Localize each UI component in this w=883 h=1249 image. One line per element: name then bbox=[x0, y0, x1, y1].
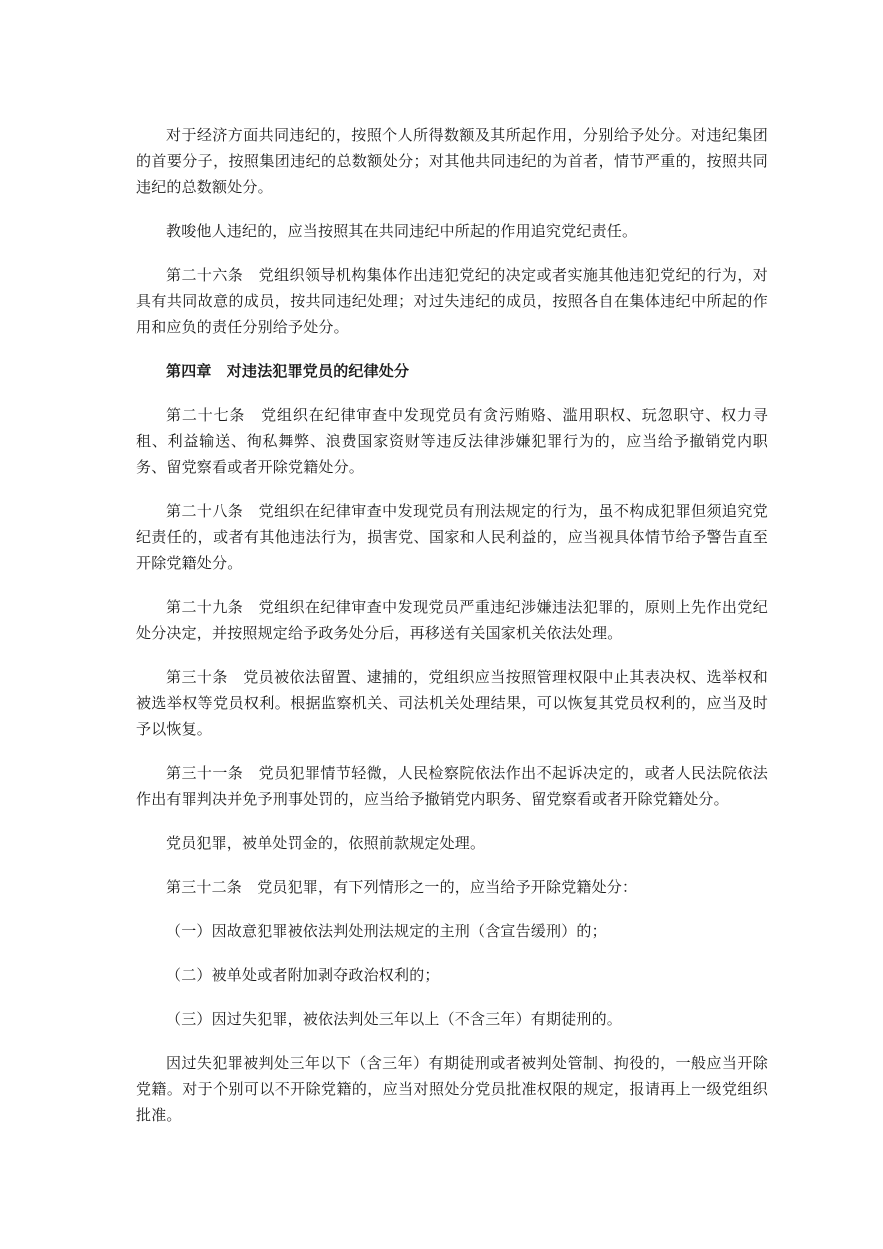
article-27: 第二十七条 党组织在纪律审查中发现党员有贪污贿赂、滥用职权、玩忽职守、权力寻租、利益输送、徇私舞弊、浪费国家资财等违反法律涉嫌犯罪行为的，应当给予撤销党内职务、留党察看或者开除党籍处分。 bbox=[136, 406, 768, 476]
article-32: 第三十二条 党员犯罪，有下列情形之一的，应当给予开除党籍处分： bbox=[166, 878, 638, 896]
article-32-item-3: （三）因过失犯罪，被依法判处三年以上（不含三年）有期徒刑的。 bbox=[166, 1010, 623, 1028]
article-32-item-1: （一）因故意犯罪被依法判处刑法规定的主刑（含宣告缓刑）的； bbox=[166, 922, 607, 940]
article-29: 第二十九条 党组织在纪律审查中发现党员严重违纪涉嫌违法犯罪的，原则上先作出党纪处分决定，并按照规定给予政务处分后，再移送有关国家机关依法处理。 bbox=[136, 598, 768, 642]
document-page bbox=[136, 122, 768, 1128]
paragraph-negligent-crime: 因过失犯罪被判处三年以下（含三年）有期徒刑或者被判处管制、拘役的，一般应当开除党籍。对于个别可以不开除党籍的，应当对照处分党员批准权限的规定，报请再上一级党组织批准。 bbox=[136, 1054, 768, 1124]
article-28: 第二十八条 党组织在纪律审查中发现党员有刑法规定的行为，虽不构成犯罪但须追究党纪责任的，或者有其他违法行为，损害党、国家和人民利益的，应当视具体情节给予警告直至开除党籍处分。 bbox=[136, 502, 768, 572]
article-26: 第二十六条 党组织领导机构集体作出违犯党纪的决定或者实施其他违犯党纪的行为，对具有共同故意的成员，按共同违纪处理；对过失违纪的成员，按照各自在集体违纪中所起的作用和应负的责任分别给予处分。 bbox=[136, 266, 768, 336]
chapter-4-heading: 第四章 对违法犯罪党员的纪律处分 bbox=[166, 362, 410, 380]
article-30: 第三十条 党员被依法留置、逮捕的，党组织应当按照管理权限中止其表决权、选举权和被选举权等党员权利。根据监察机关、司法机关处理结果，可以恢复其党员权利的，应当及时予以恢复。 bbox=[136, 668, 768, 738]
paragraph-instigation: 教唆他人违纪的，应当按照其在共同违纪中所起的作用追究党纪责任。 bbox=[166, 222, 638, 240]
article-32-item-2: （二）被单处或者附加剥夺政治权利的； bbox=[166, 966, 440, 984]
article-31: 第三十一条 党员犯罪情节轻微，人民检察院依法作出不起诉决定的，或者人民法院依法作出有罪判决并免予刑事处罚的，应当给予撤销党内职务、留党察看或者开除党籍处分。 bbox=[136, 764, 768, 808]
paragraph-fine-only: 党员犯罪，被单处罚金的，依照前款规定处理。 bbox=[166, 834, 486, 852]
paragraph-economic-joint-violation: 对于经济方面共同违纪的，按照个人所得数额及其所起作用，分别给予处分。对违纪集团的首要分子，按照集团违纪的总数额处分；对其他共同违纪的为首者，情节严重的，按照共同违纪的总数额处分。 bbox=[136, 126, 768, 196]
